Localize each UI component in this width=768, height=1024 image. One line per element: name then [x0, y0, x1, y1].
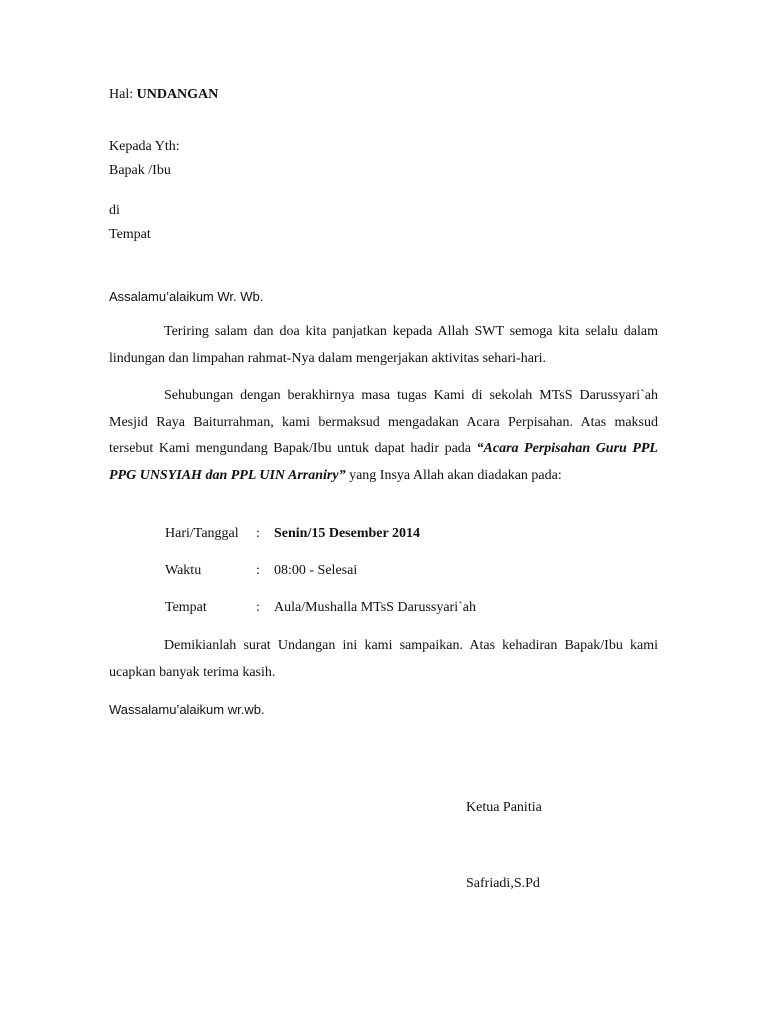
- paragraph-main-text: Sehubungan dengan berakhirnya masa tugas Kami di sekolah MTsS Darussyari`ah Mesjid Raya Baiturrahman, kami bermaksud mengadakan Acara Perpisahan. Atas maksud tersebut Kami mengundang Bapak/Ibu untuk dapat hadir pada: [109, 388, 658, 457]
- recipient-to-line: Kepada Yth:: [109, 139, 180, 154]
- opening-greeting: Assalamu’alaikum Wr. Wb.: [109, 289, 264, 304]
- signature-name: Safriadi,S.Pd: [466, 876, 540, 891]
- recipient-di-line: di: [109, 203, 120, 218]
- recipient-place-line: Tempat: [109, 227, 151, 242]
- paragraph-main-tail: yang Insya Allah akan diadakan pada:: [349, 468, 562, 484]
- paragraph-main: [109, 383, 658, 490]
- event-title: “Acara Perpisahan Guru PPL PPG UNSYIAH dan PPL UIN Arraniry”: [109, 441, 658, 484]
- detail-colon: :: [256, 600, 260, 615]
- subject-prefix: Hal:: [109, 87, 134, 102]
- detail-label: Waktu: [165, 563, 202, 578]
- detail-label: Hari/Tanggal: [165, 526, 239, 541]
- recipient-name-line: Bapak /Ibu: [109, 163, 171, 178]
- detail-label: Tempat: [165, 600, 207, 615]
- paragraph-closing: Demikianlah surat Undangan ini kami sampaikan. Atas kehadiran Bapak/Ibu kami ucapkan banyak terima kasih.: [109, 638, 658, 680]
- subject-title: UNDANGAN: [136, 87, 219, 102]
- detail-colon: :: [256, 563, 260, 578]
- subject-line: [109, 86, 218, 104]
- detail-colon: :: [256, 526, 260, 541]
- detail-value: Senin/15 Desember 2014: [274, 526, 420, 541]
- detail-value: 08:00 - Selesai: [274, 563, 358, 578]
- paragraph-opening: Teriring salam dan doa kita panjatkan kepada Allah SWT semoga kita selalu dalam lindungan dan limpahan rahmat-Nya dalam mengerjakan aktivitas sehari-hari.: [109, 324, 658, 366]
- signature-position: Ketua Panitia: [466, 800, 542, 815]
- closing-greeting: Wassalamu’alaikum wr.wb.: [109, 702, 265, 717]
- detail-value: Aula/Mushalla MTsS Darussyari`ah: [274, 600, 476, 615]
